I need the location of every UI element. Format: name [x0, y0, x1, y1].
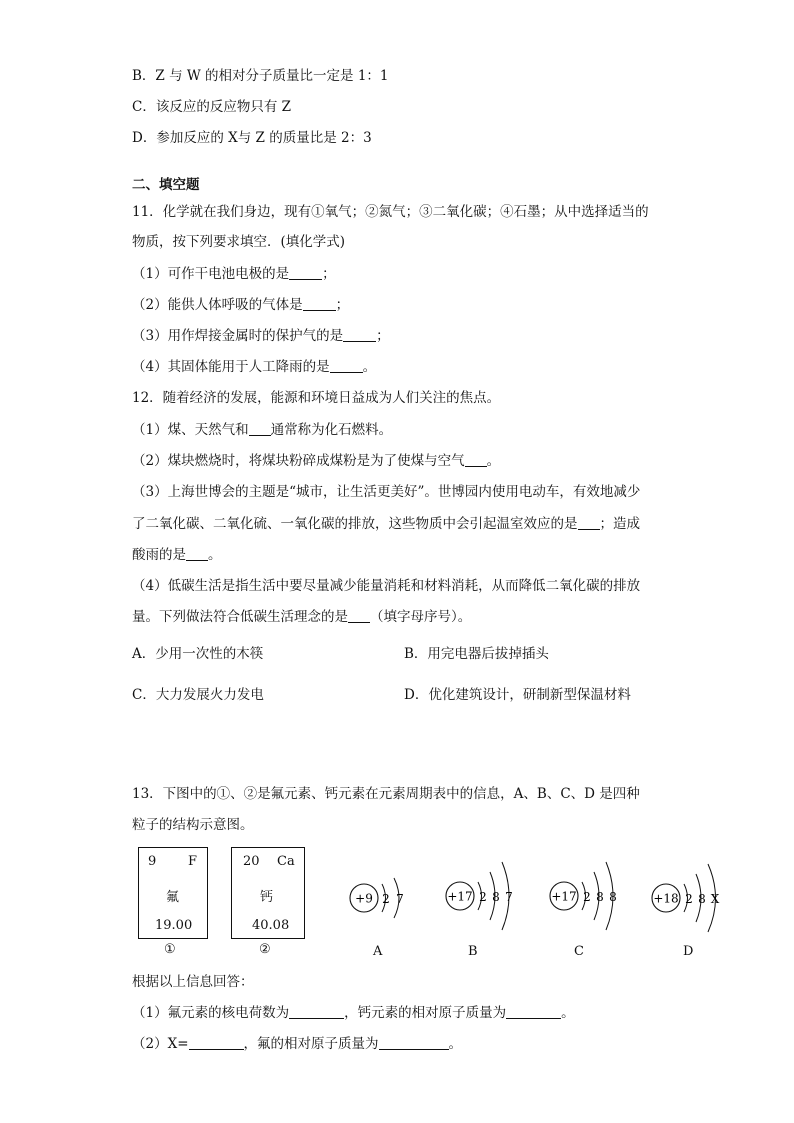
answer-blank — [289, 265, 322, 280]
q12-option-a: A．少用一次性的木筷 — [132, 646, 264, 662]
q12-part1 — [132, 420, 392, 440]
shell-electrons: X — [710, 892, 720, 906]
q11-part2-text: （2）能供人体呼吸的气体是 — [132, 297, 303, 313]
option-d: D．参加反应的 X与 Z 的质量比是 2：3 — [132, 130, 372, 146]
option-c: C．该反应的反应物只有 Z — [132, 99, 292, 115]
option-b: B．Z 与 W 的相对分子质量比一定是 1：1 — [132, 68, 389, 84]
shell-electrons: 8 — [492, 890, 500, 904]
q12-part3-text-end: ；造成 — [599, 516, 640, 532]
element-card-fluorine — [138, 847, 208, 939]
q13-answer-2-text-mid: ，氟的相对原子质量为 — [243, 1036, 379, 1052]
q12-part3-text: 酸雨的是 — [132, 547, 186, 563]
q11-part1-text: （1）可作干电池电极的是 — [132, 266, 290, 282]
particle-diagram-b — [442, 852, 527, 942]
q12-part4-line2 — [132, 607, 471, 627]
shell-electrons: 2 — [382, 892, 390, 906]
shell-electrons: 2 — [583, 890, 591, 904]
nucleus-charge: +17 — [447, 889, 473, 904]
nucleus-charge: +18 — [653, 891, 679, 906]
q12-option-d: D．优化建筑设计，研制新型保温材料 — [404, 687, 631, 703]
q12-stem: 12．随着经济的发展，能源和环境日益成为人们关注的焦点。 — [132, 390, 501, 406]
particle-label: D — [683, 944, 694, 959]
q13-stem-line2: 粒子的结构示意图。 — [132, 817, 254, 833]
shell-electrons: 8 — [609, 890, 617, 904]
answer-blank — [189, 1035, 244, 1050]
q11-stem-line2: 物质，按下列要求填空．(填化学式) — [132, 234, 346, 250]
q13-stem-line1: 13．下图中的①、②是氟元素、钙元素在元素周期表中的信息，A、B、C、D 是四种 — [132, 786, 640, 802]
nucleus-charge: +9 — [355, 891, 373, 906]
q12-part4-text: 量。下列做法符合低碳生活理念的是 — [132, 609, 348, 625]
q13-answer-1-text-mid: ，钙元素的相对原子质量为 — [344, 1005, 507, 1021]
answer-blank — [330, 358, 363, 373]
punct: ； — [322, 266, 336, 282]
q13-answer-intro: 根据以上信息回答： — [132, 974, 254, 990]
q12-part2 — [132, 451, 500, 471]
q12-option-b: B．用完电器后拔掉插头 — [404, 646, 549, 662]
q11-part3 — [132, 326, 390, 346]
answer-blank — [379, 1035, 449, 1050]
q13-answer-2 — [132, 1034, 462, 1054]
answer-blank — [506, 1004, 561, 1019]
q12-part3-text: 了二氧化碳、二氧化硫、一氧化碳的排放，这些物质中会引起温室效应的是 — [132, 516, 578, 532]
q13-answer-1 — [132, 1003, 575, 1023]
card-label: ① — [164, 942, 176, 957]
q11-part3-text: （3）用作焊接金属时的保护气的是 — [132, 328, 344, 344]
particle-diagram-a — [346, 862, 416, 932]
shell-electrons: 7 — [505, 890, 513, 904]
q12-part1-text: （1）煤、天然气和 — [132, 422, 249, 438]
q12-part3-line3 — [132, 545, 222, 565]
particle-label: C — [574, 944, 584, 959]
element-name: 氟 — [166, 890, 180, 905]
q12-part3-line1: （3）上海世博会的主题是“城市，让生活更美好”。世博园内使用电动车，有效地减少 — [132, 484, 641, 500]
punct: ； — [376, 328, 390, 344]
shell-electrons: 8 — [596, 890, 604, 904]
q12-part1-text-end: 通常称为化石燃料。 — [270, 422, 393, 438]
particle-diagram-d — [648, 852, 738, 942]
section-title: 二、填空题 — [132, 177, 200, 193]
element-name: 钙 — [260, 890, 274, 905]
particle-label: A — [373, 944, 383, 959]
punct: 。 — [486, 453, 501, 469]
q11-part4-text: （4）其固体能用于人工降雨的是 — [132, 359, 330, 375]
particle-diagram-c — [546, 852, 631, 942]
answer-blank — [348, 608, 370, 623]
punct: 。 — [362, 359, 377, 375]
shell-electrons: 7 — [396, 892, 404, 906]
answer-blank — [186, 546, 208, 561]
q11-part2 — [132, 295, 349, 315]
nucleus-charge: +17 — [551, 889, 577, 904]
punct: 。 — [208, 547, 222, 563]
q11-part1 — [132, 264, 336, 284]
q13-answer-1-text: （1）氟元素的核电荷数为 — [132, 1005, 290, 1021]
answer-blank — [249, 421, 271, 436]
punct: 。 — [561, 1005, 575, 1021]
q12-option-c: C．大力发展火力发电 — [132, 687, 264, 703]
atomic-mass: 19.00 — [155, 918, 193, 933]
q12-part3-line2 — [132, 514, 640, 534]
shell-electrons: 2 — [479, 890, 487, 904]
q13-answer-2-text: （2）X= — [132, 1036, 189, 1052]
punct: 。 — [448, 1036, 463, 1052]
element-symbol: F — [188, 854, 198, 869]
card-label: ② — [259, 942, 271, 957]
punct: ； — [335, 297, 350, 313]
answer-blank — [465, 452, 487, 467]
atomic-mass: 40.08 — [252, 918, 290, 933]
answer-blank — [343, 327, 376, 342]
element-card-calcium — [231, 847, 305, 939]
element-symbol: Ca — [277, 854, 295, 869]
atomic-number: 20 — [243, 854, 260, 869]
q12-part4-line1: （4）低碳生活是指生活中要尽量减少能量消耗和材料消耗，从而降低二氧化碳的排放 — [132, 578, 641, 594]
shell-electrons: 2 — [685, 892, 693, 906]
atomic-number: 9 — [148, 854, 157, 869]
answer-blank — [578, 515, 600, 530]
answer-blank — [289, 1004, 344, 1019]
particle-label: B — [468, 944, 478, 959]
answer-blank — [303, 296, 336, 311]
q11-part4 — [132, 357, 376, 377]
shell-electrons: 8 — [698, 892, 706, 906]
q12-part2-text: （2）煤块燃烧时，将煤块粉碎成煤粉是为了使煤与空气 — [132, 453, 465, 469]
q11-stem-line1: 11．化学就在我们身边，现有①氧气；②氮气；③二氧化碳；④石墨；从中选择适当的 — [132, 204, 649, 220]
q12-part4-text-end: （填字母序号）。 — [370, 609, 472, 625]
